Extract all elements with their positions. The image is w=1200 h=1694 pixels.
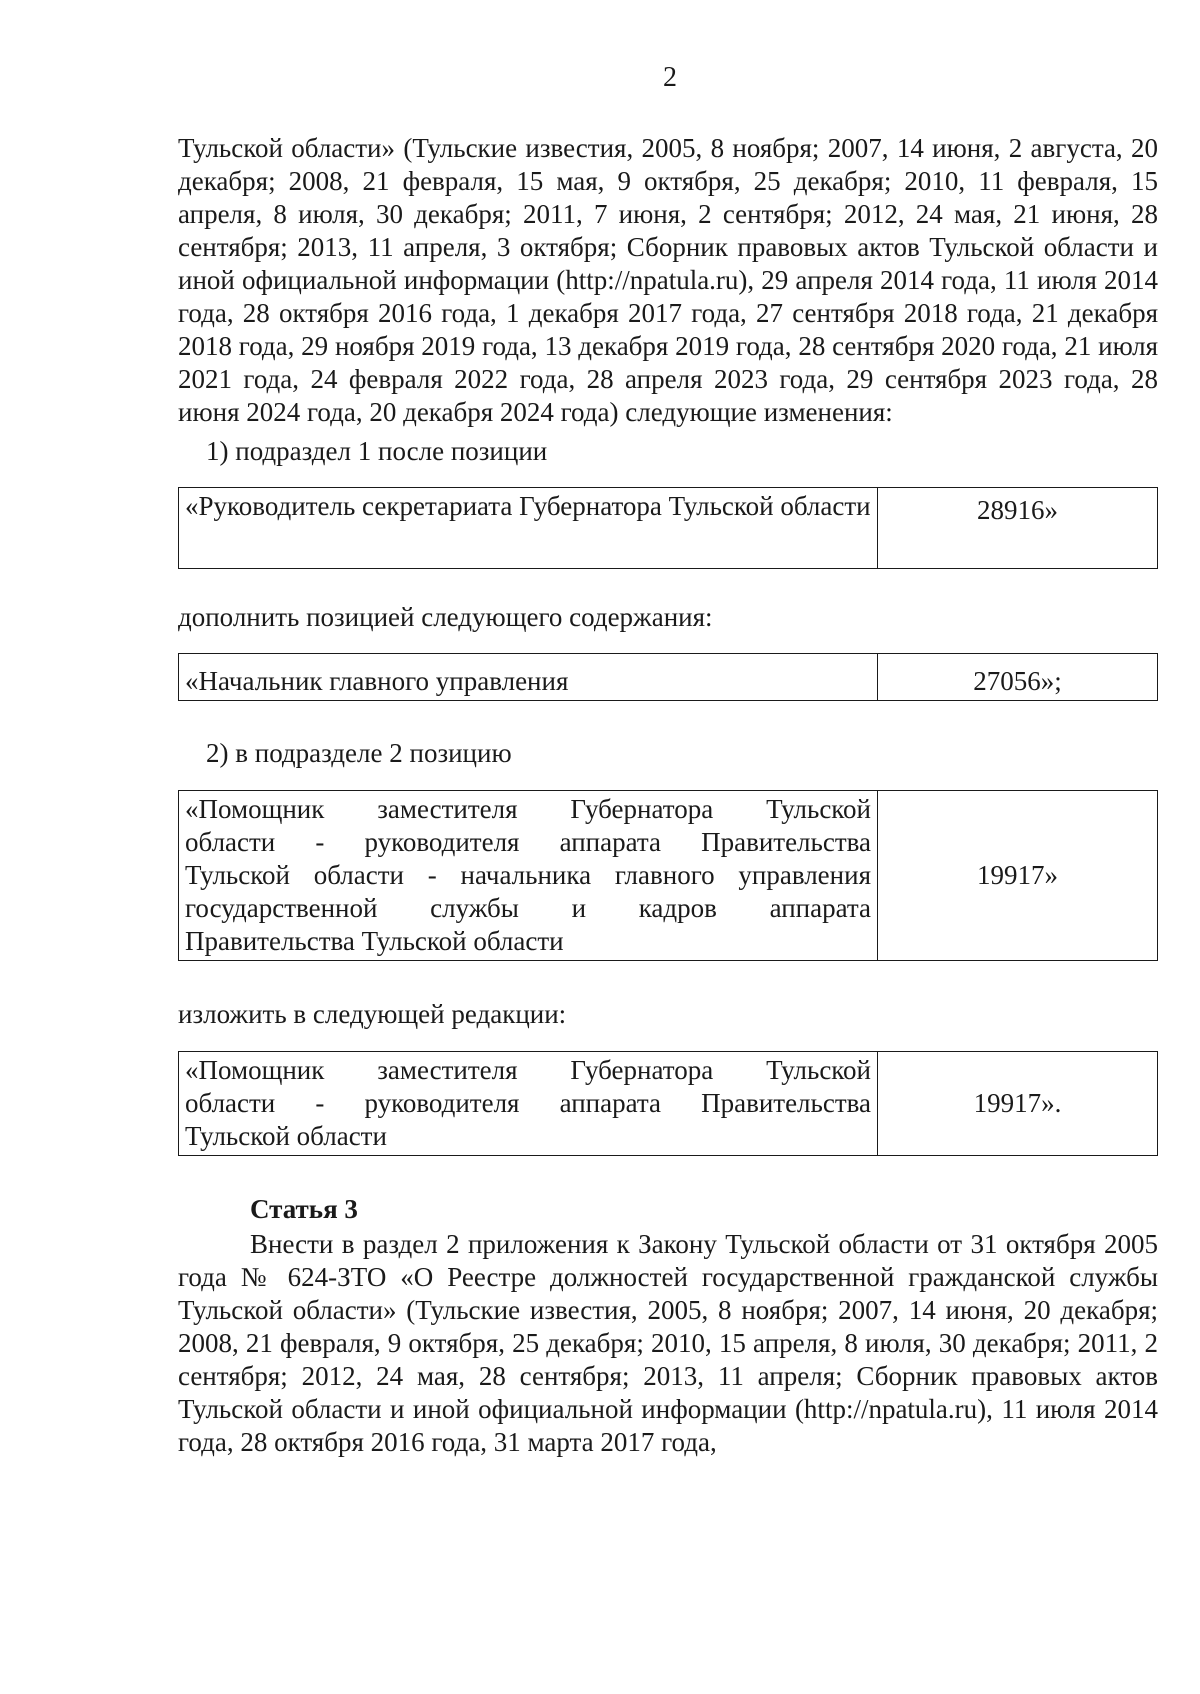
document-body [178,132,1158,1459]
position-line: «Помощник заместителя Губернатора Тульской [185,1055,871,1085]
table-row [179,1052,1158,1156]
position-table-1 [178,487,1158,569]
position-name-cell: «Руководитель секретариата Губернатора Тульской области [179,488,878,569]
item-1-between-text: дополнить позицией следующего содержания: [178,602,713,632]
position-line: «Помощник заместителя Губернатора Тульской [185,794,871,824]
position-name-cell: «Начальник главного управления [179,654,878,701]
position-code-cell: 28916» [878,488,1158,569]
position-code-cell: 27056»; [878,654,1158,701]
item-2-between-text: изложить в следующей редакции: [178,999,567,1029]
position-line: области - руководителя аппарата Правительства [185,1088,871,1118]
table-row [179,791,1158,961]
position-table-3 [178,790,1158,961]
page-number: 2 [663,62,677,93]
position-code-cell: 19917» [878,791,1158,961]
position-name-cell [179,791,878,961]
position-line: Тульской области - начальника главного управления [185,860,871,890]
position-line: государственной службы и кадров аппарата [185,893,871,923]
item-2-text: 2) в подразделе 2 позицию [206,738,512,768]
intro-paragraph: Тульской области» (Тульские известия, 2005, 8 ноября; 2007, 14 июня, 2 августа, 20 декабря; 2008, 21 февраля, 15 мая, 9 октября, 25 декабря; 2010, 11 февраля, 15 апреля, 8 июля, 30 декабря; 2011, 7 июня, 2 сентября; 2012, 24 мая, 21 июня, 28 сентября; 2013, 11 апреля, 3 октября; Сборник правовых актов Тульской области и иной официальной информации (http://npatula.ru), 29 апреля 2014 года, 11 июля 2014 года, 28 октября 2016 года, 1 декабря 2017 года, 27 сентября 2018 года, 21 декабря 2018 года, 29 ноября 2019 года, 13 декабря 2019 года, 28 сентября 2020 года, 21 июля 2021 года, 24 февраля 2022 года, 28 апреля 2023 года, 29 сентября 2023 года, 28 июня 2024 года, 20 декабря 2024 года) следующие изменения: [178,133,1158,427]
table-row [179,654,1158,701]
article-3-heading: Статья 3 [250,1194,358,1224]
article-3-paragraph: Внести в раздел 2 приложения к Закону Тульской области от 31 октября 2005 года № 624-ЗТО «О Реестре должностей государственной гражданской службы Тульской области» (Тульские известия, 2005, 8 ноября; 2007, 14 июня, 20 декабря; 2008, 21 февраля, 9 октября, 25 декабря; 2010, 15 апреля, 8 июля, 30 декабря; 2011, 2 сентября; 2012, 24 мая, 28 сентября; 2013, 11 апреля; Сборник правовых актов Тульской области и иной официальной информации (http://npatula.ru), 11 июля 2014 года, 28 октября 2016 года, 31 марта 2017 года, [178,1229,1158,1457]
position-name-cell [179,1052,878,1156]
position-line: Тульской области [185,1121,387,1151]
position-line: Правительства Тульской области [185,926,564,956]
item-1-text: 1) подраздел 1 после позиции [206,436,548,466]
position-table-2 [178,653,1158,701]
position-line: области - руководителя аппарата Правительства [185,827,871,857]
position-table-4 [178,1051,1158,1156]
table-row [179,488,1158,569]
position-code-cell: 19917». [878,1052,1158,1156]
